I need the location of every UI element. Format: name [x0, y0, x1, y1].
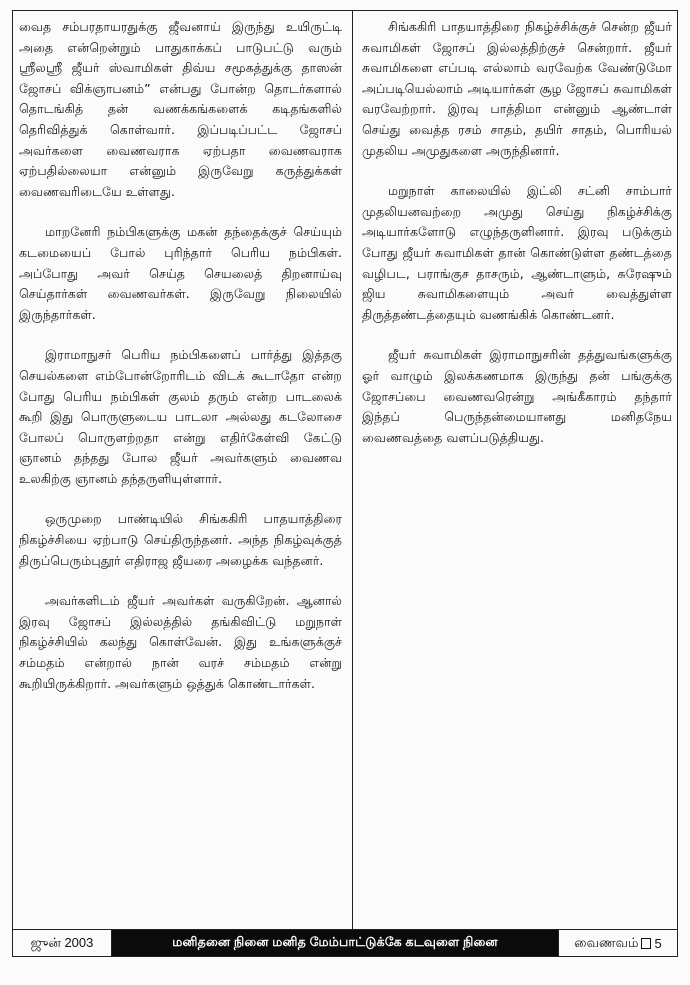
square-box-icon: [641, 938, 651, 949]
paragraph: ஜீயர் சுவாமிகள் இராமாநுசரின் தத்துவங்களுக்கு ஓர் வாழும் இலக்கணமாக இருந்து தன் பங்குக்கு ஜோசப்பை வைணவரென்று அங்கீகாரம் தந்தார் இந்தப் பெருந்தன்மையானது மனிதநேய வைணவத்தை வளப்படுத்தியது.: [362, 347, 672, 445]
paragraph: சிங்ககிரி பாதயாத்திரை நிகழ்ச்சிக்குச் சென்ற ஜீயர் சுவாமிகள் ஜோசப் இல்லத்திற்குச் சென்றார். ஜீயர் சுவாமிகளை எப்படி எல்லாம் வரவேற்க வேண்டுமோ அப்படியெல்லாம் அடியார்கள் சூழ ஜோசப் சுவாமிகள் வரவேற்றார். இரவு பாத்திமா என்னும் ஆண்டாள் செய்து வைத்த ரசம் சாதம், தயிர் சாதம், பொரியல் முதலிய அமுதுகளை அருந்தினார்.: [362, 19, 672, 158]
column-divider: [352, 11, 353, 944]
page-number: 5: [654, 935, 662, 951]
page-frame: [12, 10, 678, 945]
magazine-name: வைணவம்: [574, 934, 639, 950]
paragraph: அவர்களிடம் ஜீயர் அவர்கள் வருகிறேன். ஆனால் இரவு ஜோசப் இல்லத்தில் தங்கிவிட்டு மறுநாள் நிகழ்ச்சியில் கலந்து கொள்வேன். இது உங்களுக்குச் சம்மதம் என்றால் நான் வரச் சம்மதம் என்று கூறியிருக்கிறார். அவர்களும் ஒத்துக் கொண்டார்கள்.: [19, 593, 342, 691]
left-column: [19, 17, 342, 937]
paragraph: இராமாநுசர் பெரிய நம்பிகளைப் பார்த்து இத்தகு செயல்களை எம்போன்றோரிடம் விடக் கூடாதோ என்ற போது பெரிய நம்பிகள் குலம் தரும் என்ற பாடலைக் கூறி இது பொருளுடைய பாடலா அல்லது கடலோசை போலப் பொருளற்றதா என்று எதிர்கேள்வி கேட்டு ஞானம் தந்தது போல ஜீயர் அவர்களும் வைணவ உலகிற்கு ஞானம் தந்தருளியுள்ளார்.: [19, 347, 342, 486]
issue-date: ஜுன் 2003: [13, 930, 112, 956]
paragraph: மாறனேரி நம்பிகளுக்கு மகன் தந்தைக்குச் செய்யும் கடமையைப் போல் புரிந்தார் பெரிய நம்பிகள். அப்போது அவர் செய்த செயலைத் திறனாய்வு செய்தார்கள் வைணவர்கள். இருவேறு நிலையில் இருந்தார்கள்.: [19, 224, 342, 322]
paragraph: ஒருமுறை பாண்டியில் சிங்ககிரி பாதயாத்திரை நிகழ்ச்சியை ஏற்பாடு செய்திருந்தனர். அந்த நிகழ்வுக்குத் திருப்பெரும்புதூர் எதிராஜ ஜீயரை அழைக்க வந்தனர்.: [19, 511, 342, 568]
footer-slogan: மனிதனை நினை மனித மேம்பாட்டுக்கே கடவுளை நினை: [112, 930, 558, 956]
page-label: [558, 930, 677, 956]
page-footer: [12, 929, 678, 957]
paragraph: மறுநாள் காலையில் இட்லி சட்னி சாம்பார் முதலியனவற்றை அமுது செய்து நிகழ்ச்சிக்கு அடியார்களோடு எழுந்தருளினார். இரவு படுக்கும் போது ஜீயர் சுவாமிகள் தான் கொண்டுள்ள தண்டத்தை வழிபட, பராங்குச தாசரும், ஆண்டாளும், சுரேஷும் ஜிய சுவாமிகளையும் அவர் வைத்துள்ள திருத்தண்டத்தையும் வணங்கிக் கொண்டனர்.: [362, 183, 672, 322]
paragraph: வைத சம்பரதாயரதுக்கு ஜீவனாய் இருந்து உயிருட்டி அதை என்றென்றும் பாதுகாக்கப் பாடுபட்டு வரும் ஸ்ரீலஸ்ரீ ஜீயர் ஸ்வாமிகள் திவ்ய சமூகத்துக்கு தாஸன் ஜோசப் விக்ஞாபனம்” என்பது போன்ற தொடர்களால் தொடங்கித் தன் வணக்கங்களைக் கடிதங்களில் தெரிவித்துக் கொள்வார். இப்படிப்பட்ட ஜோசப் அவர்களை வைணவராக ஏற்பதா வைணவராக ஏற்பதில்லையா என்னும் இருவேறு கருத்துக்கள் வைணவரிடையே உள்ளது.: [19, 19, 342, 199]
right-column: [362, 17, 672, 937]
